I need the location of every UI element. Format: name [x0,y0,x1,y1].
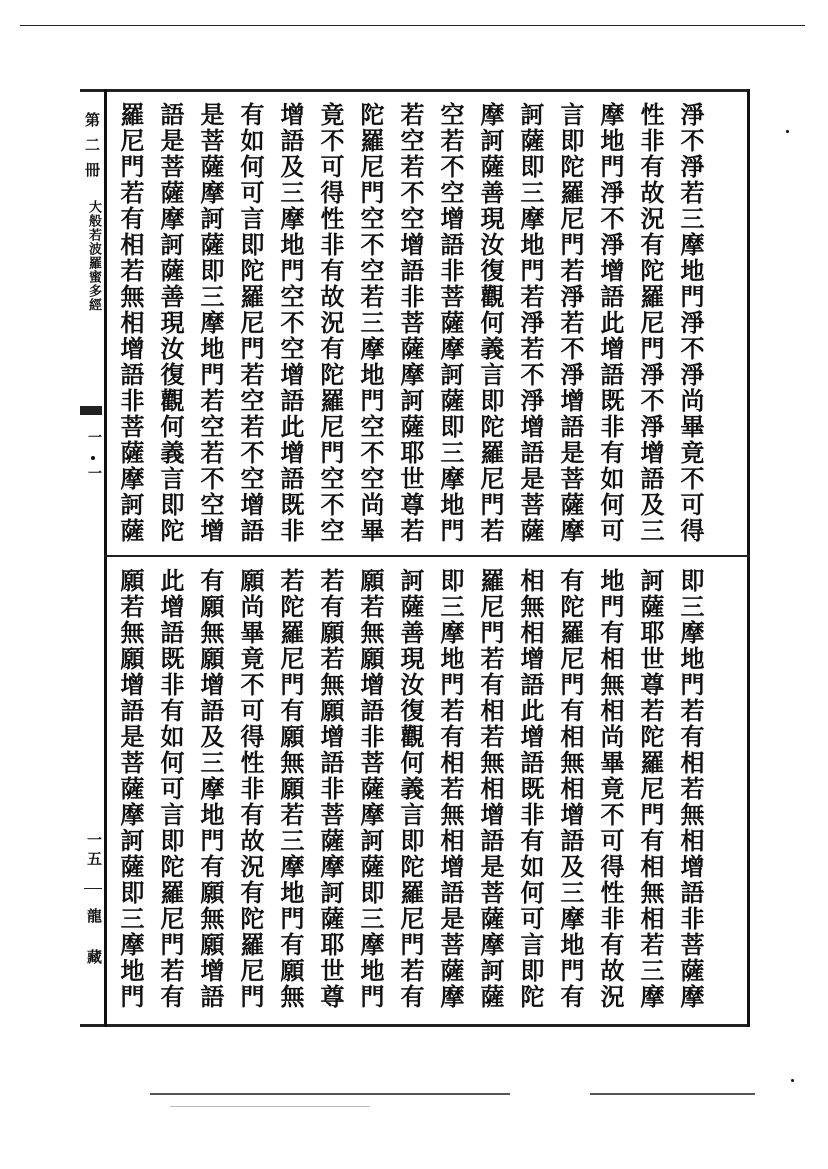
margin-page-rule [84,888,102,889]
top-column: 羅尼門若有相若無相增語非菩薩摩訶薩 [116,102,145,544]
top-column: 訶薩即三摩地門若淨若不淨增語是菩薩 [516,102,545,544]
margin-tab-mark [80,406,102,415]
margin-mark-b: 一 [86,466,102,481]
top-column: 增語及三摩地門空不空增語此增語既非 [276,102,305,544]
bottom-column: 相無相增語此增語既非有如何可言即陀 [516,568,545,1010]
frame-right-rule [747,89,750,1027]
top-column: 摩地門淨不淨增語此增語既非有如何可 [596,102,625,544]
top-column: 空若不空增語非菩薩摩訶薩即三摩地門 [436,102,465,544]
bottom-column: 若有願若無願增語非菩薩摩訶薩耶世尊 [316,568,345,1010]
bottom-column: 有陀羅尼門有相無相增語及三摩地門有 [556,568,585,1010]
volume-label: 第二冊 [83,112,101,187]
top-column: 言即陀羅尼門若淨若不淨增語是菩薩摩 [556,102,585,544]
bottom-column: 願若無願增語非菩薩摩訶薩即三摩地門 [356,568,385,1010]
page-number: 一五 [85,832,103,870]
bottom-column: 若陀羅尼門有願無願若三摩地門有願無 [276,568,305,1010]
bottom-column: 願若無願增語是菩薩摩訶薩即三摩地門 [116,568,145,1010]
bottom-column: 即三摩地門若有相若無相增語非菩薩摩 [676,568,705,1010]
scan-speck [786,130,789,133]
top-column: 有如何可言即陀羅尼門若空若不空增語 [236,102,265,544]
top-column: 陀羅尼門空不空若三摩地門空不空尚畢 [356,102,385,544]
bottom-column: 地門有相無相尚畢竟不可得性非有故況 [596,568,625,1010]
top-column: 是菩薩摩訶薩即三摩地門若空若不空增 [196,102,225,544]
frame-top-rule [80,89,750,92]
top-column: 性非有故況有陀羅尼門淨不淨增語及三 [636,102,665,544]
top-column: 語是菩薩摩訶薩善現汝復觀何義言即陀 [156,102,185,544]
bottom-column: 願尚畢竟不可得性非有故況有陀羅尼門 [236,568,265,1010]
bottom-column: 羅尼門若有相若無相增語是菩薩摩訶薩 [476,568,505,1010]
top-column: 若空若不空增語非菩薩摩訶薩耶世尊若 [396,102,425,544]
margin-dot [91,456,95,460]
top-rule [20,25,805,26]
publisher-label: 龍 藏 [85,908,103,968]
top-column: 竟不可得性非有故況有陀羅尼門空不空 [316,102,345,544]
scan-speck [791,1079,794,1082]
bottom-scan-rule [590,1093,755,1095]
bottom-column: 此增語既非有如何可言即陀羅尼門若有 [156,568,185,1010]
top-column: 摩訶薩善現汝復觀何義言即陀羅尼門若 [476,102,505,544]
frame-bottom-rule [80,1024,750,1027]
bottom-scan-rule-faint [170,1106,370,1107]
bottom-column: 訶薩善現汝復觀何義言即陀羅尼門若有 [396,568,425,1010]
bottom-scan-rule [150,1093,510,1095]
frame-middle-rule [104,555,750,557]
bottom-column: 有願無願增語及三摩地門有願無願增語 [196,568,225,1010]
margin-mark-a: 一 [86,430,102,445]
top-column: 淨不淨若三摩地門淨不淨尚畢竟不可得 [676,102,705,544]
sutra-title: 大般若波羅蜜多經 [86,200,101,312]
frame-left-rule [104,89,107,1027]
bottom-column: 訶薩耶世尊若陀羅尼門有相無相若三摩 [636,568,665,1010]
bottom-column: 即三摩地門若有相若無相增語是菩薩摩 [436,568,465,1010]
